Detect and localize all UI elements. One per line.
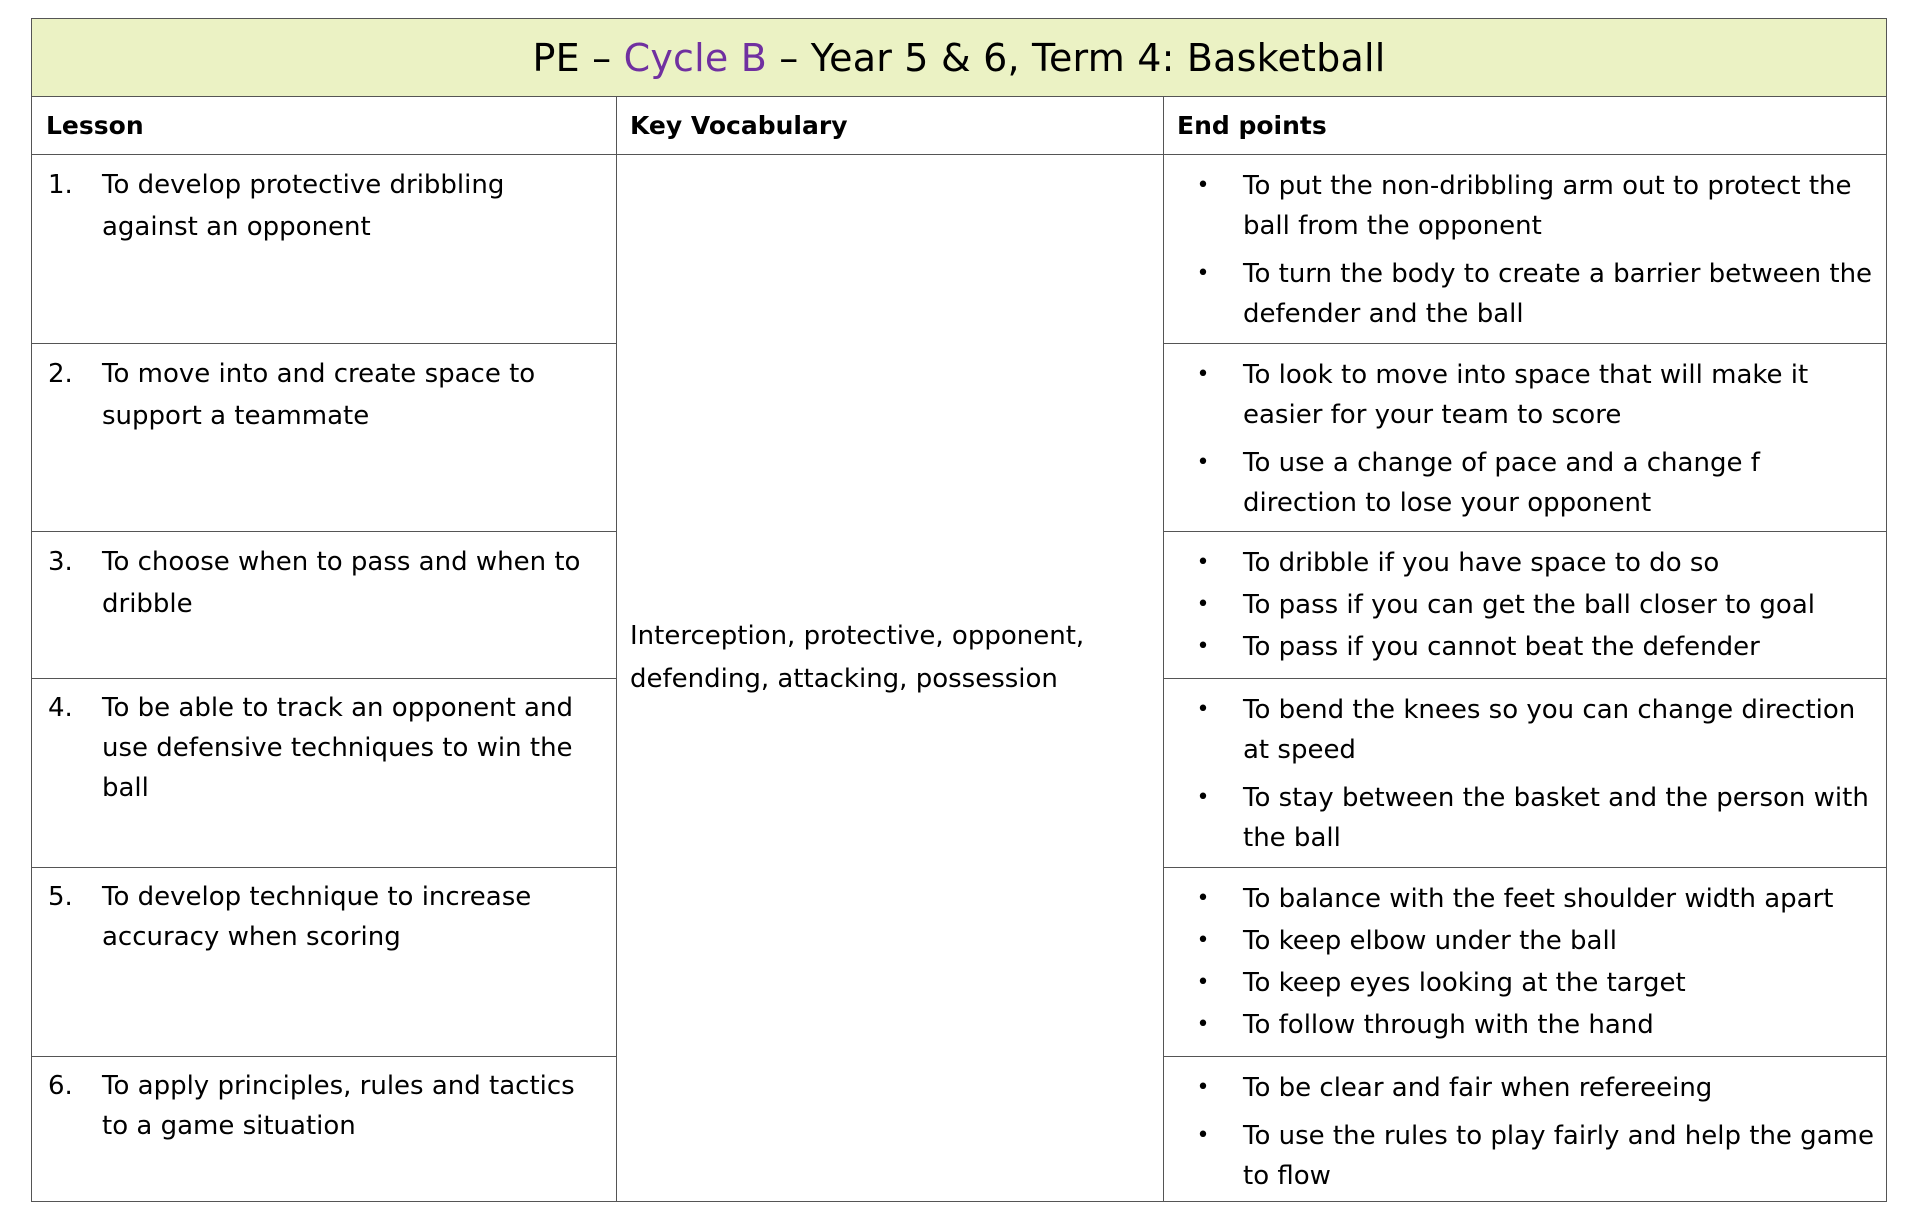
bullet-icon: • (1196, 970, 1210, 995)
lesson-number: 5. (48, 882, 73, 912)
endpoints-row-2 (1163, 343, 1888, 531)
column-header-endpoints: End points (1177, 110, 1327, 140)
endpoint-item: • To look to move into space that will make it easier for your team to score (1163, 355, 1878, 435)
endpoint-item: • To balance with the feet shoulder width apart (1163, 879, 1878, 919)
lesson-objective: To apply principles, rules and tactics to a game situation (102, 1071, 575, 1141)
lesson-number: 3. (48, 547, 73, 577)
endpoint-item: • To pass if you can get the ball closer to goal (1163, 585, 1878, 625)
endpoints-row-5 (1163, 867, 1888, 1056)
endpoint-item: • To use the rules to play fairly and help the game to flow (1163, 1116, 1878, 1196)
bullet-icon: • (1196, 261, 1210, 286)
lesson-objective: To develop protective dribbling against an opponent (102, 170, 505, 242)
lesson-row-3 (32, 531, 616, 678)
endpoint-item: • To follow through with the hand (1163, 1005, 1878, 1045)
lesson-number: 4. (48, 693, 73, 723)
vocabulary-line-1: Interception, protective, opponent, (630, 621, 1085, 651)
endpoint-item: • To keep eyes looking at the target (1163, 963, 1878, 1003)
column-header-lesson: Lesson (46, 110, 144, 140)
column-header-vocabulary: Key Vocabulary (630, 110, 848, 140)
bullet-icon: • (1196, 450, 1210, 475)
bullet-icon: • (1196, 886, 1210, 911)
lesson-row-1 (32, 154, 616, 343)
vocabulary-line-2: defending, attacking, possession (630, 664, 1058, 694)
bullet-icon: • (1196, 1123, 1210, 1148)
bullet-icon: • (1196, 592, 1210, 617)
endpoints-row-3 (1163, 531, 1888, 678)
endpoint-item: • To turn the body to create a barrier between the defender and the ball (1163, 254, 1878, 334)
bullet-icon: • (1196, 173, 1210, 198)
bullet-icon: • (1196, 785, 1210, 810)
endpoint-item: • To keep elbow under the ball (1163, 921, 1878, 961)
lesson-row-2 (32, 343, 616, 531)
lesson-row-4 (32, 678, 616, 867)
endpoint-item: • To put the non-dribbling arm out to protect the ball from the opponent (1163, 166, 1878, 246)
lesson-row-6 (32, 1056, 616, 1203)
bullet-icon: • (1196, 550, 1210, 575)
lesson-objective: To move into and create space to support a teammate (102, 359, 536, 431)
bullet-icon: • (1196, 1012, 1210, 1037)
endpoint-item: • To use a change of pace and a change f direction to lose your opponent (1163, 443, 1878, 523)
bullet-icon: • (1196, 928, 1210, 953)
endpoint-item: • To be clear and fair when refereeing (1163, 1068, 1878, 1108)
key-vocabulary-cell (616, 615, 1163, 701)
bullet-icon: • (1196, 1075, 1210, 1100)
title-prefix: PE – (532, 35, 612, 80)
lesson-row-5 (32, 867, 616, 1056)
lesson-number: 6. (48, 1071, 73, 1101)
title-accent-cycle: Cycle B (623, 35, 768, 80)
curriculum-table (31, 18, 1887, 1202)
title-suffix: – Year 5 & 6, Term 4: Basketball (779, 35, 1386, 80)
endpoint-item: • To dribble if you have space to do so (1163, 543, 1878, 583)
endpoint-item: • To stay between the basket and the person with the ball (1163, 778, 1878, 858)
lesson-objective: To be able to track an opponent and use defensive techniques to win the ball (102, 693, 573, 803)
lesson-objective: To choose when to pass and when to dribble (102, 547, 581, 619)
bullet-icon: • (1196, 362, 1210, 387)
bullet-icon: • (1196, 697, 1210, 722)
endpoints-row-1 (1163, 154, 1888, 343)
lesson-objective: To develop technique to increase accuracy when scoring (102, 882, 532, 952)
endpoint-item: • To pass if you cannot beat the defender (1163, 627, 1878, 667)
bullet-icon: • (1196, 634, 1210, 659)
endpoints-row-6 (1163, 1056, 1888, 1203)
table-body (32, 96, 1886, 1201)
endpoints-row-4 (1163, 678, 1888, 867)
page-title (32, 19, 1886, 97)
endpoint-item: • To bend the knees so you can change direction at speed (1163, 690, 1878, 770)
lesson-number: 1. (48, 170, 73, 200)
lesson-number: 2. (48, 359, 73, 389)
